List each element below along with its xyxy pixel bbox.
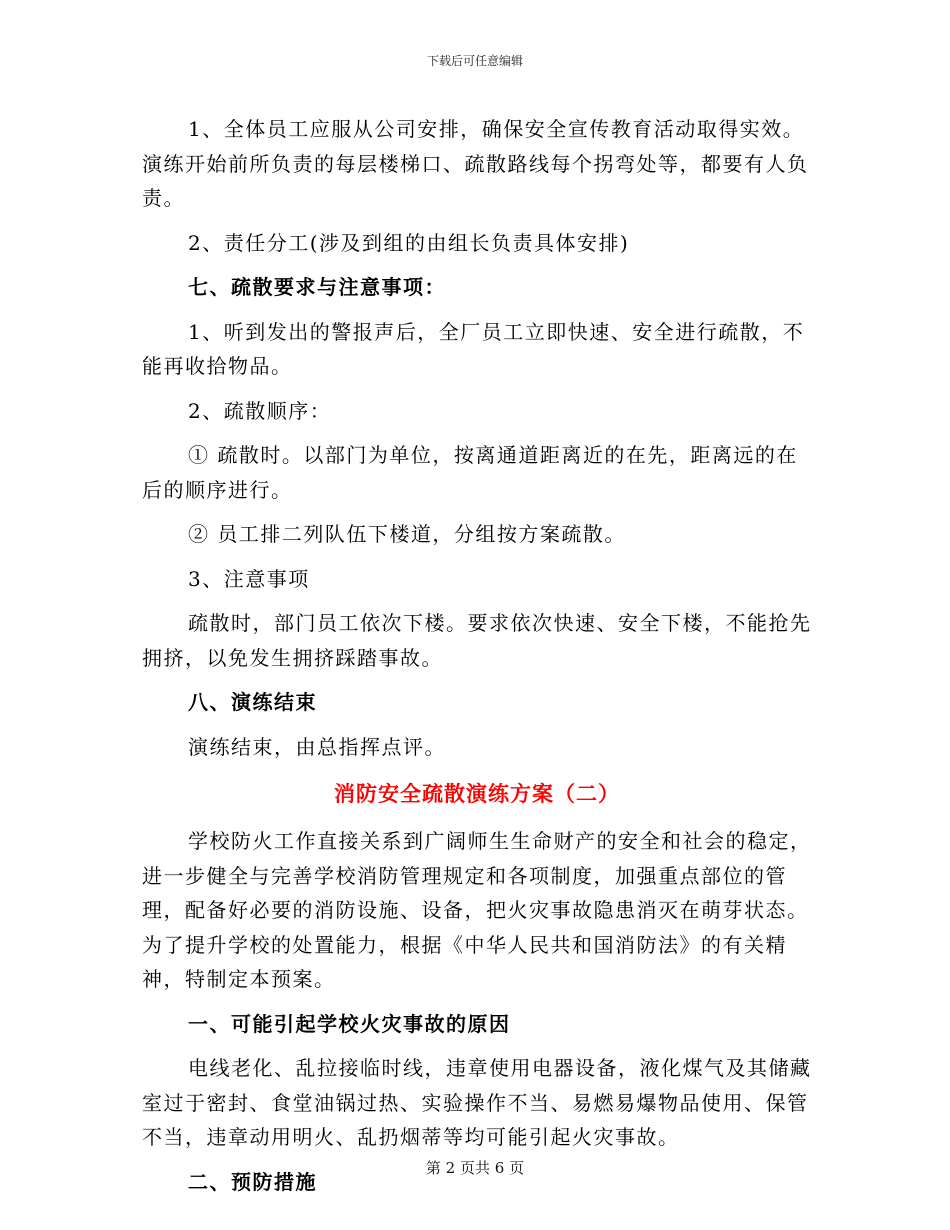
paragraph: ② 员工排二列队伍下楼道，分组按方案疏散。 bbox=[188, 522, 626, 546]
paragraph: 演练结束，由总指挥点评。 bbox=[188, 734, 446, 759]
paragraph: 1、听到发出的警报声后，全厂员工立即快速、安全进行疏散，不能再收拾物品。 bbox=[142, 319, 805, 378]
paragraph: 2、疏散顺序： bbox=[188, 398, 332, 423]
paragraph: 2、责任分工(涉及到组的由组长负责具体安排) bbox=[188, 230, 630, 255]
page-header: 下载后可任意编辑 bbox=[426, 54, 523, 68]
section-heading: 七、疏散要求与注意事项： bbox=[188, 275, 446, 299]
section-heading: 二、预防措施 bbox=[188, 1169, 317, 1194]
page-footer: 第 2 页共 6 页 bbox=[425, 1159, 525, 1177]
paragraph: 电线老化、乱拉接临时线，违章使用电器设备，液化煤气及其储藏室过于密封、食堂油锅过热、实验操作不当、易燃易爆物品使用、保管不当，违章动用明火、乱扔烟蒂等均可能引起火灾事故。 bbox=[142, 1056, 812, 1149]
paragraph: ① 疏散时。以部门为单位，按离通道距离近的在先，距离远的在后的顺序进行。 bbox=[142, 443, 798, 502]
paragraph: 疏散时，部门员工依次下楼。要求依次快速、安全下楼，不能抢先拥挤，以免发生拥挤踩踏事故。 bbox=[142, 611, 812, 670]
section-heading: 八、演练结束 bbox=[188, 690, 317, 714]
paragraph: 3、注意事项 bbox=[188, 566, 310, 591]
paragraph: 学校防火工作直接关系到广阔师生生命财产的安全和社会的稳定，进一步健全与完善学校消防管理规定和各项制度，加强重点部位的管理，配备好必要的消防设施、设备，把火灾事故隐患消灭在萌芽状态。为了提升学校的处置能力，根据《中华人民共和国消防法》的有关精神，特制定本预案。 bbox=[142, 829, 812, 991]
section-heading: 一、可能引起学校火灾事故的原因 bbox=[188, 1011, 511, 1036]
paragraph: 1、全体员工应服从公司安排，确保安全宣传教育活动取得实效。演练开始前所负责的每层楼梯口、疏散路线每个拐弯处等，都要有人负责。 bbox=[142, 117, 809, 210]
document-body bbox=[142, 112, 812, 1199]
document-title: 消防安全疏散演练方案（二） bbox=[334, 781, 620, 806]
